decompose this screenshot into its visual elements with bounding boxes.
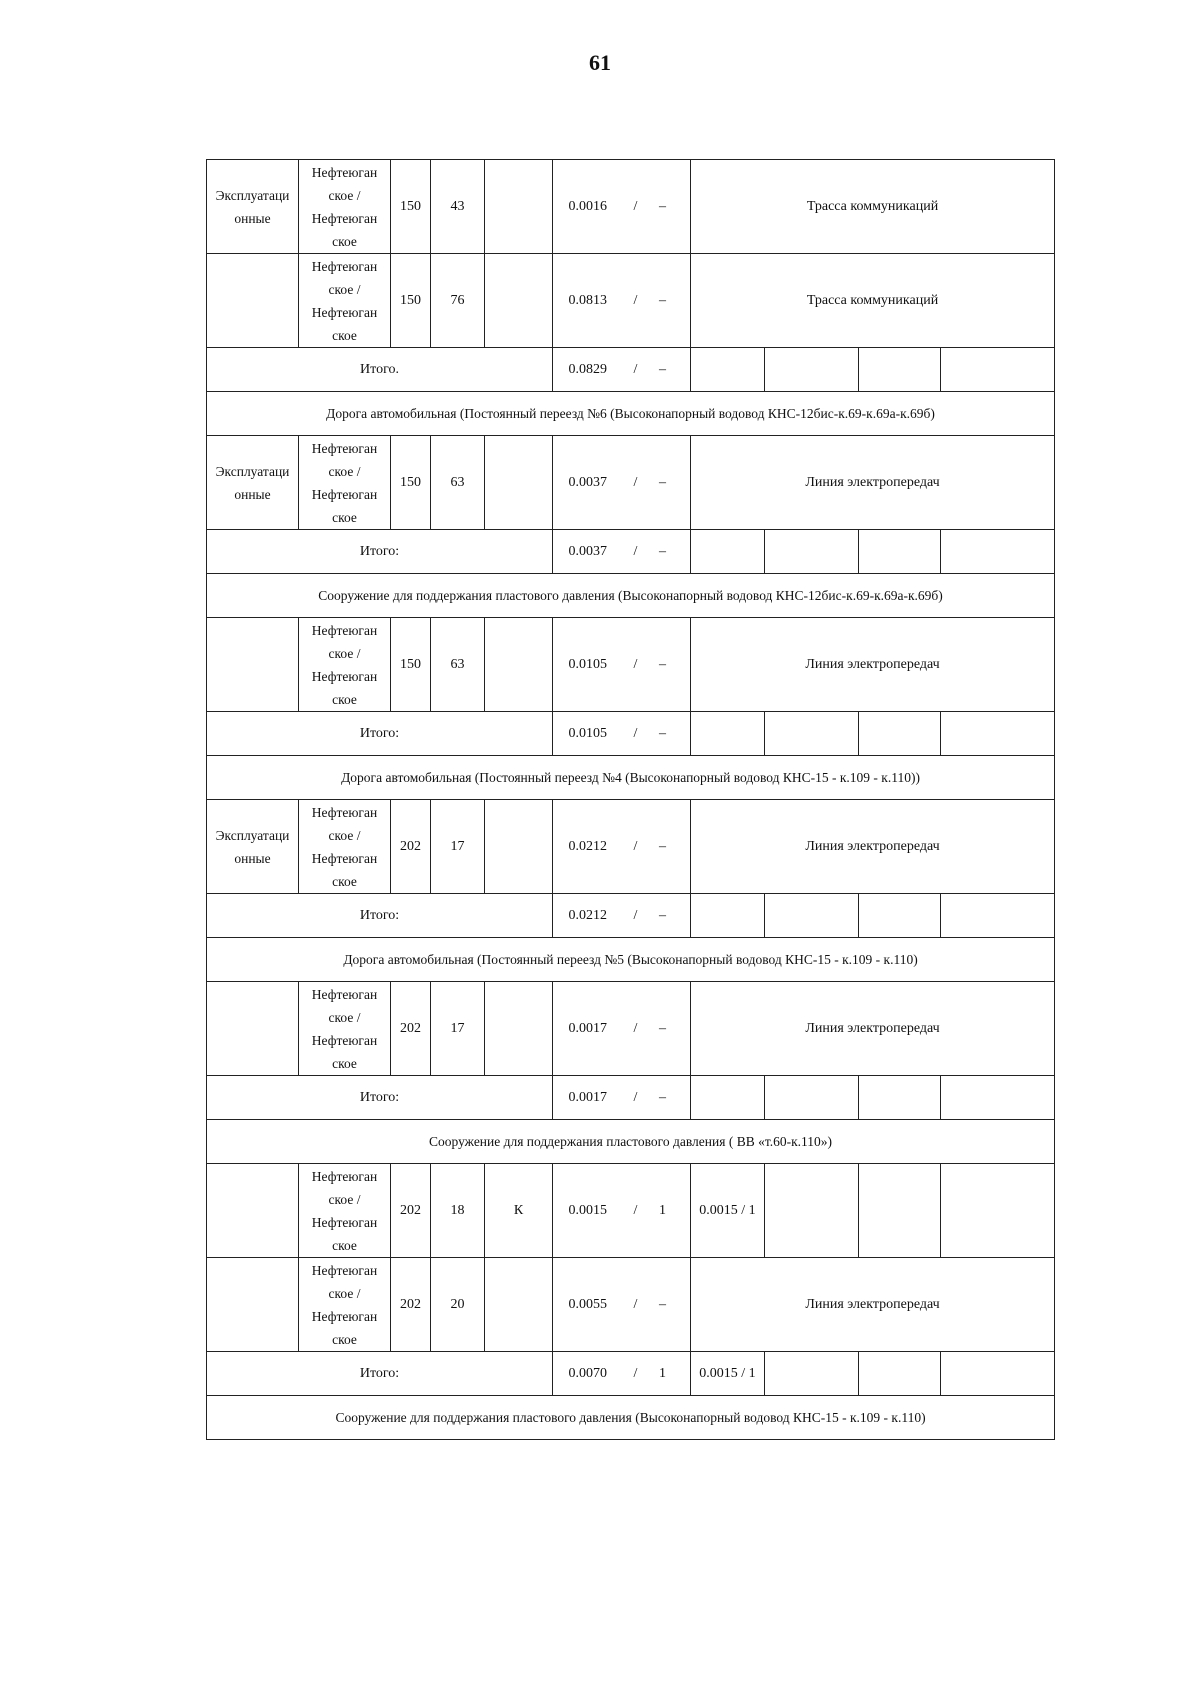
mark-cell: К (485, 1164, 553, 1258)
land-plots-table (206, 159, 1055, 1440)
forestry-cell: Нефтеюган ское / Нефтеюган ское (299, 982, 391, 1076)
table-row (207, 160, 1055, 254)
split-cell: 0.0015 / 1 (691, 1352, 765, 1396)
area-value: 0.0017 (568, 1090, 607, 1105)
empty-cell (859, 530, 941, 574)
empty-cell (941, 530, 1055, 574)
object-count: – (659, 544, 666, 559)
mark-cell (485, 160, 553, 254)
table-row (207, 1258, 1055, 1352)
mark-cell (485, 800, 553, 894)
mark-cell (485, 436, 553, 530)
forestry-cell: Нефтеюган ское / Нефтеюган ское (299, 160, 391, 254)
area-cell (553, 618, 691, 712)
split-cell: 0.0015 / 1 (691, 1164, 765, 1258)
total-label: Итого. (207, 348, 553, 392)
empty-cell (765, 1076, 859, 1120)
plot-cell: 63 (431, 618, 485, 712)
object-count: – (659, 475, 666, 490)
empty-cell (765, 1352, 859, 1396)
empty-cell (859, 348, 941, 392)
section-title: Сооружение для поддержания пластового давления (Высоконапорный водовод КНС-15 - к.109 - к.110) (207, 1396, 1055, 1440)
table-row (207, 436, 1055, 530)
category-cell (207, 618, 299, 712)
table-row (207, 618, 1055, 712)
empty-cell (941, 894, 1055, 938)
empty-cell (941, 1076, 1055, 1120)
area-value: 0.0212 (568, 839, 607, 854)
area-value: 0.0037 (568, 475, 607, 490)
category-cell (207, 1258, 299, 1352)
split-cell (691, 348, 765, 392)
area-separator: / (633, 544, 638, 559)
plot-cell: 20 (431, 1258, 485, 1352)
area-cell (553, 436, 691, 530)
total-label: Итого: (207, 712, 553, 756)
object-count: – (659, 839, 666, 854)
total-row (207, 348, 1055, 392)
total-row (207, 894, 1055, 938)
area-cell (553, 160, 691, 254)
empty-cell (941, 348, 1055, 392)
object-count: – (659, 1090, 666, 1105)
quarter-cell: 202 (391, 1164, 431, 1258)
forestry-cell: Нефтеюган ское / Нефтеюган ское (299, 1258, 391, 1352)
category-cell (207, 1164, 299, 1258)
object-count: – (659, 362, 666, 377)
object-count: – (659, 726, 666, 741)
total-row (207, 1076, 1055, 1120)
total-row (207, 712, 1055, 756)
area-separator: / (633, 726, 638, 741)
quarter-cell: 150 (391, 160, 431, 254)
empty-cell (765, 530, 859, 574)
forestry-cell: Нефтеюган ское / Нефтеюган ское (299, 800, 391, 894)
empty-cell (765, 894, 859, 938)
area-cell (553, 1258, 691, 1352)
purpose-cell: Линия электропередач (691, 800, 1055, 894)
empty-cell (859, 1352, 941, 1396)
category-cell (207, 254, 299, 348)
quarter-cell: 202 (391, 982, 431, 1076)
area-separator: / (633, 1021, 638, 1036)
object-count: – (659, 908, 666, 923)
empty-cell (765, 712, 859, 756)
plot-cell: 63 (431, 436, 485, 530)
plot-cell: 18 (431, 1164, 485, 1258)
area-value: 0.0015 (568, 1203, 607, 1218)
plot-cell: 17 (431, 982, 485, 1076)
object-count: 1 (659, 1203, 666, 1218)
forestry-cell: Нефтеюган ское / Нефтеюган ское (299, 1164, 391, 1258)
area-separator: / (633, 839, 638, 854)
total-label: Итого: (207, 894, 553, 938)
split-cell (691, 1076, 765, 1120)
area-value: 0.0829 (568, 362, 607, 377)
quarter-cell: 150 (391, 254, 431, 348)
purpose-cell: Линия электропередач (691, 1258, 1055, 1352)
area-separator: / (633, 199, 638, 214)
object-count: 1 (659, 1366, 666, 1381)
area-value: 0.0055 (568, 1297, 607, 1312)
section-title: Сооружение для поддержания пластового давления (Высоконапорный водовод КНС-12бис-к.69-к.69а-к.69б) (207, 574, 1055, 618)
empty-cell (941, 1352, 1055, 1396)
mark-cell (485, 982, 553, 1076)
area-separator: / (633, 1203, 638, 1218)
table-row (207, 800, 1055, 894)
section-title-row (207, 1120, 1055, 1164)
area-separator: / (633, 657, 638, 672)
empty-cell (941, 712, 1055, 756)
total-row (207, 1352, 1055, 1396)
section-title: Дорога автомобильная (Постоянный переезд №4 (Высоконапорный водовод КНС-15 - к.109 - к.110)) (207, 756, 1055, 800)
area-separator: / (633, 1090, 638, 1105)
quarter-cell: 150 (391, 618, 431, 712)
area-value: 0.0037 (568, 544, 607, 559)
section-title-row (207, 756, 1055, 800)
object-count: – (659, 199, 666, 214)
plot-cell: 76 (431, 254, 485, 348)
table-row (207, 254, 1055, 348)
area-separator: / (633, 1366, 638, 1381)
purpose-cell: Линия электропередач (691, 436, 1055, 530)
section-title-row (207, 938, 1055, 982)
empty-cell (859, 1076, 941, 1120)
forestry-cell: Нефтеюган ское / Нефтеюган ское (299, 618, 391, 712)
area-value: 0.0105 (568, 726, 607, 741)
empty-cell (859, 1164, 941, 1258)
area-cell (553, 982, 691, 1076)
section-title-row (207, 392, 1055, 436)
area-cell (553, 800, 691, 894)
table-row (207, 982, 1055, 1076)
total-label: Итого: (207, 1076, 553, 1120)
purpose-cell: Линия электропередач (691, 982, 1055, 1076)
area-value: 0.0017 (568, 1021, 607, 1036)
area-separator: / (633, 908, 638, 923)
quarter-cell: 150 (391, 436, 431, 530)
mark-cell (485, 254, 553, 348)
empty-cell (765, 1164, 859, 1258)
mark-cell (485, 618, 553, 712)
quarter-cell: 202 (391, 800, 431, 894)
category-cell: Эксплуатаци онные (207, 436, 299, 530)
area-value: 0.0016 (568, 199, 607, 214)
area-separator: / (633, 1297, 638, 1312)
table-row (207, 1164, 1055, 1258)
area-separator: / (633, 475, 638, 490)
page-number: 61 (589, 50, 611, 75)
area-separator: / (633, 293, 638, 308)
area-cell (553, 1352, 691, 1396)
forestry-cell: Нефтеюган ское / Нефтеюган ское (299, 436, 391, 530)
purpose-cell: Линия электропередач (691, 618, 1055, 712)
section-title: Дорога автомобильная (Постоянный переезд №5 (Высоконапорный водовод КНС-15 - к.109 - к.110) (207, 938, 1055, 982)
area-cell (553, 712, 691, 756)
area-cell (553, 1164, 691, 1258)
empty-cell (941, 1164, 1055, 1258)
area-value: 0.0105 (568, 657, 607, 672)
area-value: 0.0212 (568, 908, 607, 923)
object-count: – (659, 1297, 666, 1312)
section-title-row (207, 574, 1055, 618)
forestry-cell: Нефтеюган ское / Нефтеюган ское (299, 254, 391, 348)
total-label: Итого: (207, 530, 553, 574)
empty-cell (859, 894, 941, 938)
section-title: Дорога автомобильная (Постоянный переезд №6 (Высоконапорный водовод КНС-12бис-к.69-к.69а-к.69б) (207, 392, 1055, 436)
empty-cell (765, 348, 859, 392)
area-value: 0.0813 (568, 293, 607, 308)
split-cell (691, 530, 765, 574)
area-value: 0.0070 (568, 1366, 607, 1381)
plot-cell: 17 (431, 800, 485, 894)
area-cell (553, 894, 691, 938)
quarter-cell: 202 (391, 1258, 431, 1352)
total-row (207, 530, 1055, 574)
mark-cell (485, 1258, 553, 1352)
table-body (207, 160, 1055, 1440)
section-title-row (207, 1396, 1055, 1440)
total-label: Итого: (207, 1352, 553, 1396)
empty-cell (859, 712, 941, 756)
purpose-cell: Трасса коммуникаций (691, 254, 1055, 348)
split-cell (691, 712, 765, 756)
category-cell: Эксплуатаци онные (207, 160, 299, 254)
object-count: – (659, 657, 666, 672)
object-count: – (659, 1021, 666, 1036)
split-cell (691, 894, 765, 938)
section-title: Сооружение для поддержания пластового давления ( ВВ «т.60-к.110») (207, 1120, 1055, 1164)
area-cell (553, 254, 691, 348)
area-separator: / (633, 362, 638, 377)
area-cell (553, 1076, 691, 1120)
area-cell (553, 348, 691, 392)
category-cell (207, 982, 299, 1076)
category-cell: Эксплуатаци онные (207, 800, 299, 894)
area-cell (553, 530, 691, 574)
plot-cell: 43 (431, 160, 485, 254)
purpose-cell: Трасса коммуникаций (691, 160, 1055, 254)
object-count: – (659, 293, 666, 308)
